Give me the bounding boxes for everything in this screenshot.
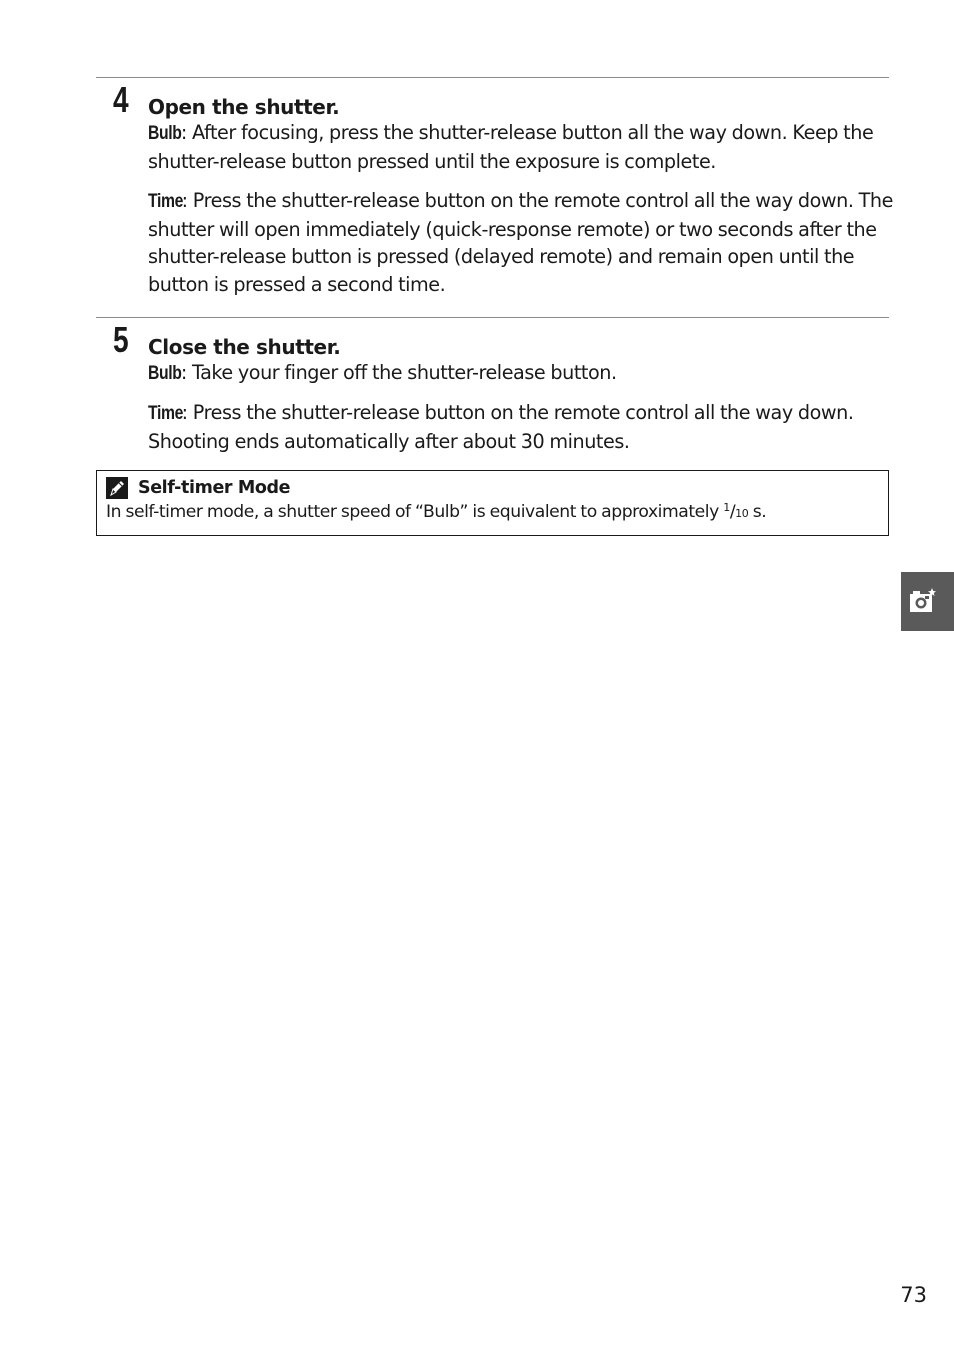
time-term: Time (148, 403, 183, 424)
shooting-section-tab (901, 572, 954, 631)
fraction-numerator: 1 (723, 501, 730, 514)
step-5-title: Close the shutter. (148, 335, 341, 359)
step-5-bulb-paragraph (148, 359, 898, 388)
note-title: Self-timer Mode (138, 478, 291, 498)
note-body (106, 501, 766, 525)
step-5-time-paragraph (148, 399, 898, 455)
step-4-number: 4 (113, 79, 129, 120)
step-5 (96, 319, 889, 462)
bulb-term: Bulb (148, 123, 182, 144)
fraction-one-tenth (723, 502, 748, 522)
note-body-suffix: s. (748, 502, 767, 522)
step-4-divider (96, 77, 889, 78)
step-4-bulb-paragraph (148, 119, 898, 175)
step-5-number: 5 (113, 319, 129, 360)
time-term: Time (148, 191, 183, 212)
camera-shooting-menu-icon (909, 588, 937, 614)
step-5-bulb-text: : Take your finger off the shutter-release button. (180, 361, 617, 384)
self-timer-note-box (96, 470, 889, 536)
step-4-time-text: : Press the shutter-release button on the remote control all the way down. The shutter will open immediately (quick-response remote) or two seconds after the shutter-release button is pressed (delayed remote) and remain open until the button is pressed a second time. (148, 189, 893, 296)
step-4-time-paragraph (148, 187, 898, 298)
fraction-denominator: 10 (735, 507, 749, 520)
pencil-note-icon (106, 477, 128, 499)
step-4-bulb-text: : After focusing, press the shutter-release button all the way down. Keep the shutter-release button pressed until the exposure is complete. (148, 121, 874, 173)
step-4-title: Open the shutter. (148, 95, 340, 119)
note-body-prefix: In self-timer mode, a shutter speed of “Bulb” is equivalent to approximately (106, 502, 724, 522)
bulb-term: Bulb (148, 363, 182, 384)
step-4 (96, 79, 893, 312)
fraction-slash: / (729, 502, 736, 522)
step-5-time-text: : Press the shutter-release button on the remote control all the way down. Shooting ends automatically after about 30 minutes. (148, 401, 854, 453)
page-number: 73 (900, 1283, 927, 1307)
step-5-divider (96, 317, 889, 318)
